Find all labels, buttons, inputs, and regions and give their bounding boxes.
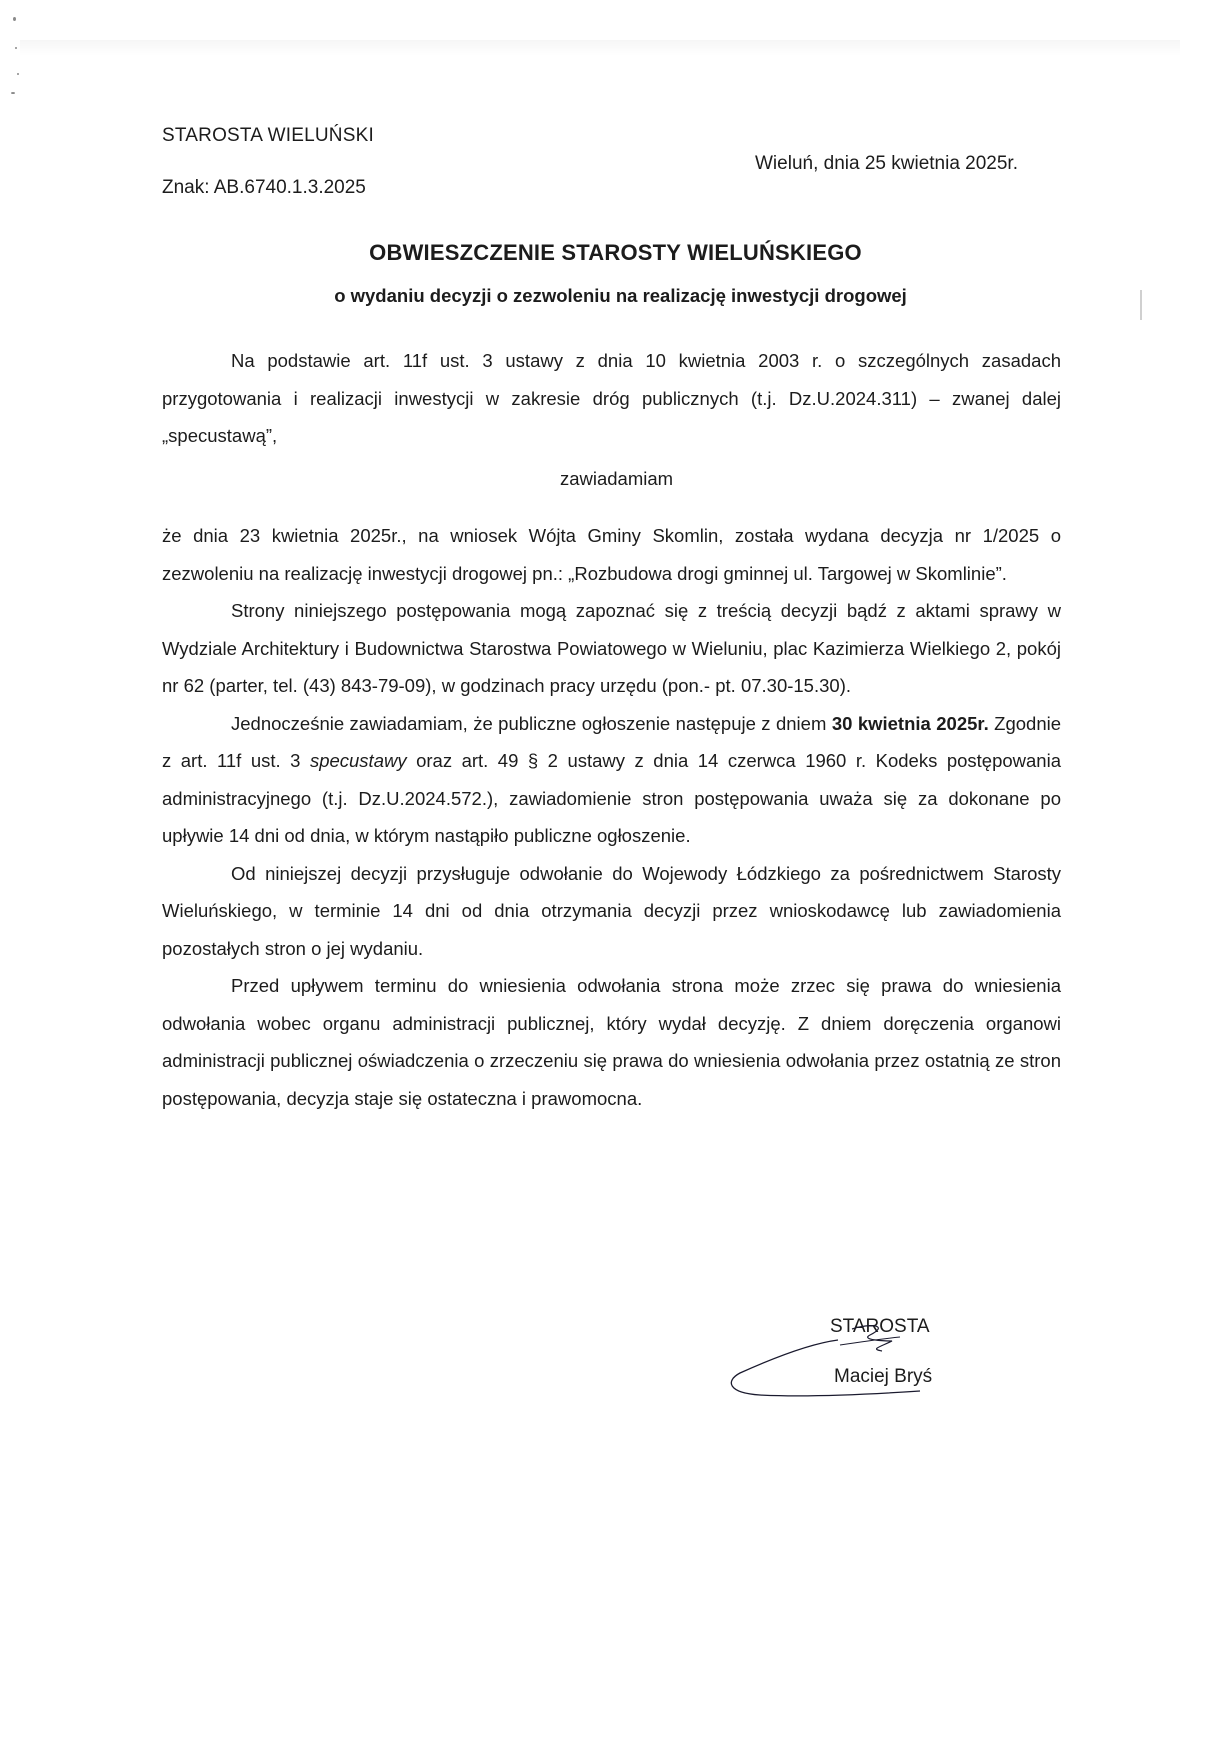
issuing-office: STAROSTA WIELUŃSKI — [162, 125, 374, 146]
notice-date: 30 kwietnia 2025r. — [831, 712, 989, 734]
document-title: OBWIESZCZENIE STAROSTY WIELUŃSKIEGO — [369, 240, 862, 265]
scan-speck — [17, 73, 19, 75]
access-paragraph: Strony niniejszego postępowania mogą zapoznać się z treścią decyzji bądź z aktami sprawy w Wydziale Architektury i Budownictwa Starostwa Powiatowego w Wieluniu, plac Kazimierza Wielkiego 2, pokój nr 62 (parter, tel. (43) 843-79-09), w godzinach pracy urzędu (pon.- pt. 07.30-15.30). — [162, 600, 1061, 696]
notice-paragraph — [162, 705, 1061, 855]
notice-text-c: Zgodnie z art. 11f ust. 3 — [162, 712, 1062, 771]
handwritten-signature — [720, 1315, 960, 1405]
scan-speck — [13, 17, 16, 21]
intro-paragraph: Na podstawie art. 11f ust. 3 ustawy z dnia 10 kwietnia 2003 r. o szczególnych zasadach przygotowania i realizacji inwestycji w zakresie dróg publicznych (t.j. Dz.U.2024.311) – zwanej dalej „specustawą”, — [162, 350, 1061, 446]
intro-section — [162, 342, 1061, 455]
main-body — [162, 517, 1061, 1117]
notice-specustawa: specustawy — [309, 750, 407, 771]
scan-shadow — [20, 40, 1180, 56]
waiver-paragraph: Przed upływem terminu do wniesienia odwołania strona może zrzec się prawa do wniesienia odwołania wobec organu administracji publicznej, który wydał decyzję. Z dniem doręczenia organowi administracji publicznej oświadczenia o zrzeczeniu się prawa do wniesienia odwołania przez ostatnią ze stron postępowania, decyzja staje się ostateczna i prawomocna. — [162, 975, 1061, 1109]
document-subtitle: o wydaniu decyzji o zezwoleniu na realizację inwestycji drogowej — [334, 285, 907, 306]
signature-title: STAROSTA — [830, 1316, 930, 1337]
notice-text-a: Jednocześnie zawiadamiam, że publiczne ogłoszenie następuje z dniem — [231, 712, 827, 734]
signatory-name: Maciej Bryś — [834, 1366, 933, 1387]
notice-text-e: oraz art. 49 § 2 ustawy z dnia 14 czerwca 1960 r. Kodeks postępowania administracyjnego (t.j. Dz.U.2024.572.), zawiadomienie stron postępowania uważa się za dokonane po upływie 14 dni od dnia, w którym nastąpiło publiczne ogłoszenie. — [162, 750, 1061, 846]
decision-paragraph: że dnia 23 kwietnia 2025r., na wniosek Wójta Gminy Skomlin, została wydana decyzja nr 1/2025 o zezwoleniu na realizację inwestycji drogowej pn.: „Rozbudowa drogi gminnej ul. Targowej w Skomlinie”. — [162, 525, 1061, 584]
appeal-paragraph: Od niniejszej decyzji przysługuje odwołanie do Wojewody Łódzkiego za pośrednictwem Starosty Wieluńskiego, w terminie 14 dni od dnia otrzymania decyzji przez wnioskodawcę lub zawiadomienia pozostałych stron o jej wydaniu. — [162, 862, 1061, 959]
document-date: Wieluń, dnia 25 kwietnia 2025r. — [755, 153, 1018, 174]
reference-number: Znak: AB.6740.1.3.2025 — [162, 177, 366, 198]
announce-verb: zawiadamiam — [559, 468, 674, 489]
scan-speck — [15, 47, 17, 49]
scan-speck — [11, 92, 15, 94]
